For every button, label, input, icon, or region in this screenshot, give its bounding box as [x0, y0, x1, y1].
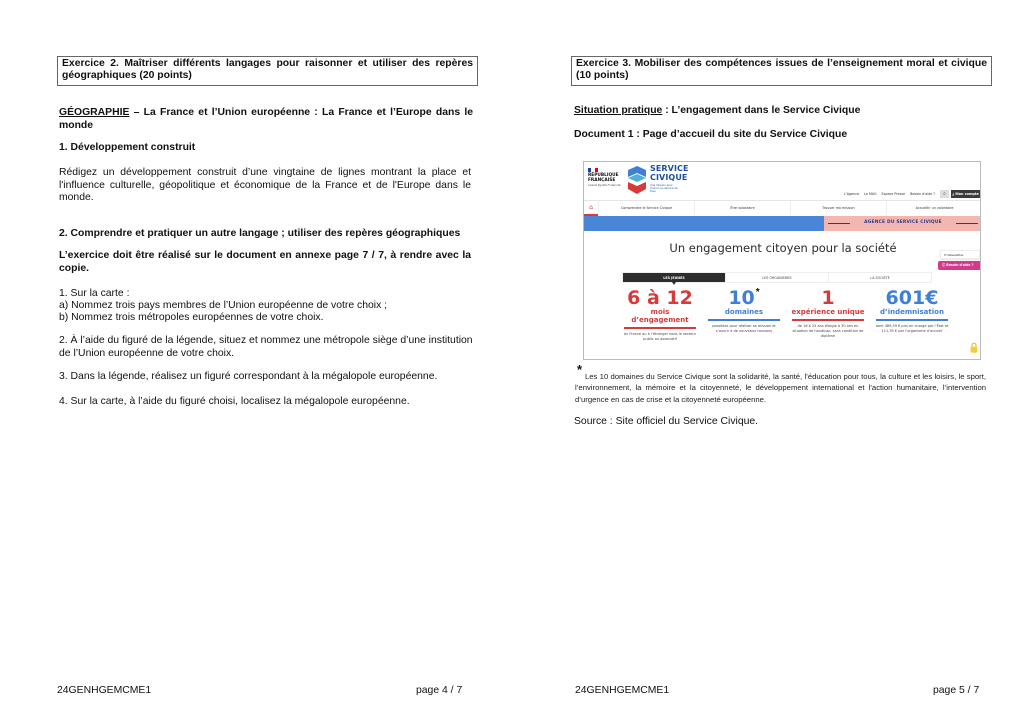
stat-rule	[624, 327, 696, 329]
logo-name-line2: CIVIQUE	[650, 172, 688, 182]
stat-experience	[786, 288, 870, 342]
exercise-3-title-box	[571, 56, 992, 86]
top-link-presse[interactable]: Espace Presse	[881, 192, 906, 196]
stat-label: expérience unique	[791, 308, 865, 316]
top-link-aide[interactable]: Besoin d'aide ?	[910, 192, 935, 196]
stat-number-wrap	[702, 288, 786, 308]
footer-code: 24GENHGEMCME1	[575, 685, 670, 696]
question-3: 3. Dans la légende, réalisez un figuré correspondant à la mégalopole européenne.	[59, 371, 438, 382]
banner-rule-left	[828, 223, 850, 224]
top-bar	[844, 190, 980, 198]
question-4: 4. Sur la carte, à l’aide du figuré choisi, localisez la mégalopole européenne.	[59, 396, 410, 407]
exercise-2-title: Exercice 2. Maîtriser différents langages pour raisonner et utiliser des repères géographiques (20 points)	[62, 58, 473, 82]
question-2: 2. À l’aide du figuré de la légende, situez et nommez une métropole siège d’une institution de l’Union européenne de votre choix.	[59, 335, 473, 359]
situation-text: : L’engagement dans le Service Civique	[662, 105, 861, 116]
newsletter-button[interactable]: ✉ Newsletter	[940, 250, 980, 259]
stat-number: 6 à 12	[627, 287, 693, 309]
part1-text: Rédigez un développement construit d’une vingtaine de lignes montrant la place et l'influence culturelle, géopolitique et économique de la France et de l'Europe dans le monde.	[59, 167, 471, 204]
stat-rule	[792, 319, 864, 321]
french-flag-icon	[588, 168, 598, 172]
service-civique-logo-icon	[626, 165, 648, 195]
part1-heading: 1. Développement construit	[59, 142, 196, 153]
help-button[interactable]: ⓘ Besoin d'aide ?	[938, 261, 980, 270]
service-civique-name	[650, 165, 689, 182]
tab-la-societe[interactable]: LA SOCIÉTÉ	[828, 273, 931, 282]
source: Source : Site officiel du Service Civique.	[574, 416, 759, 427]
stat-indemnity	[870, 288, 954, 342]
footer-page-number: page 4 / 7	[416, 685, 463, 696]
tab-les-organismes[interactable]: LES ORGANISMES	[725, 273, 828, 282]
part2-heading: 2. Comprendre et pratiquer un autre langage ; utiliser des repères géographiques	[59, 228, 461, 239]
footer-page-number: page 5 / 7	[933, 685, 980, 696]
geography-theme	[59, 107, 473, 132]
search-icon[interactable]: ⌕	[940, 190, 949, 198]
blue-banner	[584, 216, 824, 231]
stat-domains	[702, 288, 786, 342]
top-link-mag[interactable]: Le MAG	[864, 192, 877, 196]
stat-number: 1	[821, 287, 835, 309]
question-1b: b) Nommez trois métropoles européennes de votre choix.	[59, 312, 324, 323]
stat-description: dont 489,59 € pris en charge par l’État et 111,35 € par l’organisme d’accueil	[875, 323, 949, 333]
question-1-intro: 1. Sur la carte :	[59, 288, 130, 299]
situation-label: Situation pratique	[574, 105, 663, 116]
stat-description: possibles pour réaliser sa mission et s’ouvrir à de nouveaux horizons	[712, 323, 776, 333]
nav-item-trouver-mission[interactable]: Trouver ma mission	[790, 201, 886, 215]
tab-les-jeunes[interactable]: LES JEUNES	[623, 273, 725, 282]
stat-rule	[876, 319, 948, 321]
top-link-agence[interactable]: L'Agence	[844, 192, 860, 196]
part2-instruction: L’exercice doit être réalisé sur le document en annexe page 7 / 7, à rendre avec la copie.	[59, 250, 471, 274]
page-5	[512, 0, 1024, 721]
main-navigation	[584, 200, 981, 215]
exercise-3-title: Exercice 3. Mobiliser des compétences issues de l’enseignement moral et civique (10 points)	[576, 58, 987, 82]
republique-francaise-logo	[588, 168, 622, 187]
document-title: Document 1 : Page d’accueil du site du Service Civique	[574, 129, 848, 140]
logo-tagline: Une mission pour chacun au service de tous	[650, 184, 678, 193]
exercise-2-title-box	[57, 56, 478, 86]
stat-number: 601€	[885, 287, 939, 309]
footnote-text: Les 10 domaines du Service Civique sont la solidarité, la santé, l’éducation pour tous, la culture et les loisirs, le sport, l’environnement, la mémoire et la citoyenneté, le développement international et l’action humanitaire, l’intervention d’urgence en cas de crise et la citoyenneté européenne.	[575, 372, 986, 404]
stat-description: en France ou à l’étranger dans le secteur public ou associatif	[623, 331, 697, 341]
agency-banner-text: AGENCE DU SERVICE CIVIQUE	[864, 220, 942, 225]
service-civique-homepage-screenshot	[583, 161, 981, 360]
top-links	[844, 192, 935, 196]
footnote-star: *	[577, 362, 583, 377]
stat-label-line1: mois	[650, 308, 670, 316]
nav-item-etre-volontaire[interactable]: Être volontaire	[694, 201, 790, 215]
site-headline: Un engagement citoyen pour la société	[669, 241, 897, 255]
stat-description: de 16 à 25 ans élargie à 30 ans en situation de handicap, sans condition de diplôme	[792, 323, 864, 338]
situation	[574, 105, 860, 118]
nav-item-accueillir[interactable]: Accueillir un volontaire	[886, 201, 981, 215]
footnote-marker: *	[755, 287, 760, 298]
stat-number: 10	[728, 287, 755, 309]
account-button[interactable]: ⍊ Mon compte	[952, 192, 979, 196]
republic-name: RÉPUBLIQUE FRANÇAISE	[588, 173, 619, 183]
geography-theme-text: – La France et l’Union européenne : La France et l’Europe dans le monde	[59, 107, 473, 131]
republic-motto: Liberté Égalité Fraternité	[588, 184, 621, 187]
audience-tabs	[622, 272, 932, 283]
nav-item-comprendre[interactable]: Comprendre le Service Civique	[598, 201, 694, 215]
logo-name-line1: SERVICE	[650, 164, 689, 173]
stat-label: domaines	[724, 308, 764, 316]
agency-banner[interactable]	[824, 216, 981, 231]
key-figures	[618, 288, 954, 342]
home-icon[interactable]: ⌂	[584, 201, 598, 216]
question-1a: a) Nommez trois pays membres de l’Union européenne de votre choix ;	[59, 300, 388, 311]
stat-label: d’engagement	[631, 316, 689, 324]
footer-code: 24GENHGEMCME1	[57, 685, 152, 696]
stat-duration	[618, 288, 702, 342]
lock-icon	[970, 342, 978, 353]
geography-label: GÉOGRAPHIE	[59, 107, 130, 118]
stat-label: d’indemnisation	[880, 308, 944, 316]
banner-rule-right	[956, 223, 978, 224]
stat-rule	[708, 319, 780, 321]
